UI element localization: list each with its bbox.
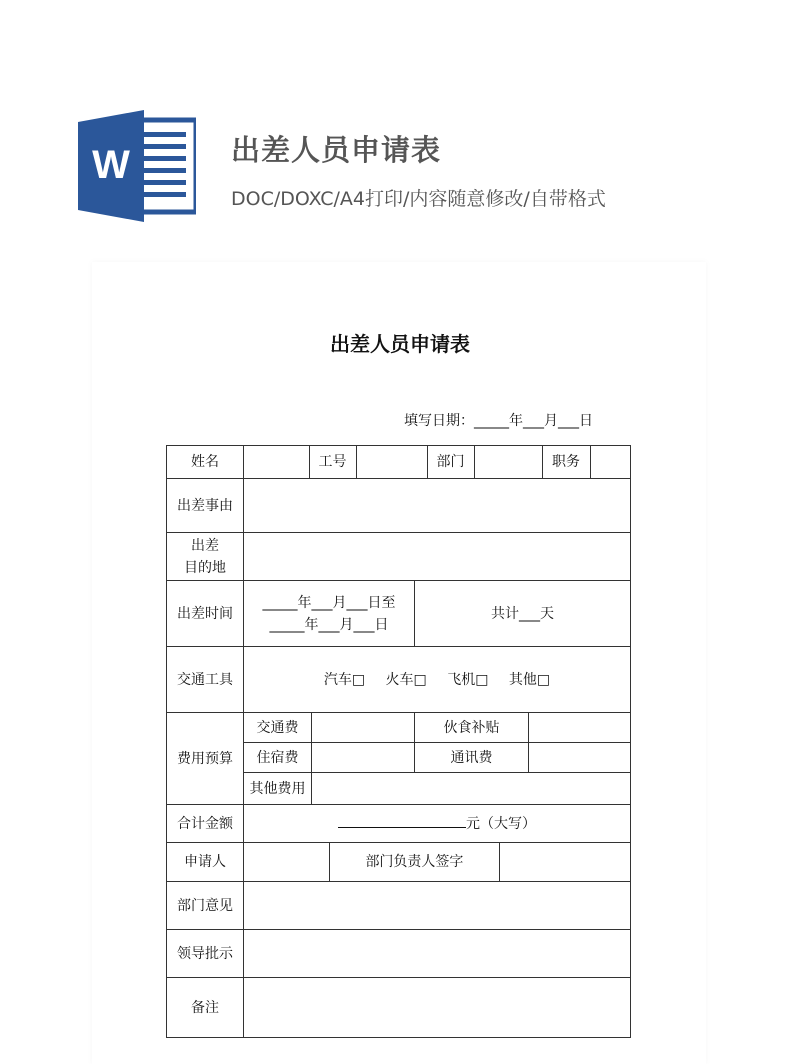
time-range-field[interactable] (244, 581, 415, 647)
time-end: _____年___月___日 (269, 616, 389, 633)
reason-field[interactable] (244, 479, 631, 533)
lodging-fee-field[interactable] (312, 743, 415, 773)
time-start: _____年___月___日至 (262, 594, 396, 611)
transport-fee-field[interactable] (312, 713, 415, 743)
header-banner (0, 0, 800, 260)
word-icon-letter: W (92, 143, 130, 187)
total-amount-label: 合计金额 (167, 805, 244, 843)
header-subtitle: DOC/DOXC/A4打印/内容随意修改/自带格式 (231, 188, 606, 210)
dept-label: 部门 (427, 446, 474, 478)
transport-option-other[interactable]: 其他□ (508, 671, 551, 688)
meal-subsidy-label: 伙食补贴 (415, 713, 529, 743)
transport-option-plane[interactable]: 飞机□ (447, 671, 489, 688)
dept-head-sign-field[interactable] (500, 843, 630, 881)
transport-options (244, 647, 631, 713)
budget-label: 费用预算 (167, 713, 244, 805)
destination-label-line2: 目的地 (184, 559, 226, 576)
remarks-field[interactable] (244, 978, 631, 1038)
position-label: 职务 (542, 446, 590, 478)
destination-label (167, 533, 244, 581)
leader-approval-field[interactable] (244, 930, 631, 978)
job-no-label: 工号 (309, 446, 356, 478)
reason-label: 出差事由 (167, 479, 244, 533)
destination-label-line1: 出差 (191, 537, 219, 554)
comm-fee-field[interactable] (529, 743, 631, 773)
transport-option-train[interactable]: 火车□ (385, 671, 427, 688)
transport-option-car[interactable]: 汽车□ (323, 671, 366, 688)
amount-suffix: 元（大写） (466, 815, 536, 832)
remarks-label: 备注 (167, 978, 244, 1038)
leader-approval-label: 领导批示 (167, 930, 244, 978)
destination-field[interactable] (244, 533, 631, 581)
position-field[interactable] (590, 446, 631, 478)
dept-field[interactable] (474, 446, 542, 478)
comm-fee-label: 通讯费 (415, 743, 529, 773)
other-fee-label: 其他费用 (244, 773, 312, 805)
word-document-icon (78, 110, 196, 222)
transport-fee-label: 交通费 (244, 713, 312, 743)
dept-opinion-label: 部门意见 (167, 882, 244, 930)
other-fee-field[interactable] (312, 773, 631, 805)
document-title: 出差人员申请表 (330, 332, 470, 356)
dept-head-sign-label: 部门负责人签字 (329, 843, 499, 881)
dept-opinion-field[interactable] (244, 882, 631, 930)
name-field[interactable] (244, 446, 309, 478)
applicant-label: 申请人 (167, 843, 244, 882)
total-amount-field[interactable] (244, 805, 631, 843)
time-label: 出差时间 (167, 581, 244, 647)
transport-label: 交通工具 (167, 647, 244, 713)
form-body (166, 445, 631, 1038)
meal-subsidy-field[interactable] (529, 713, 631, 743)
amount-blank (338, 813, 466, 828)
header-title: 出差人员申请表 (231, 133, 442, 167)
applicant-field[interactable] (244, 843, 329, 881)
name-label: 姓名 (167, 446, 244, 479)
fill-date: 填写日期：_____年___月___日 (404, 413, 593, 429)
job-no-field[interactable] (356, 446, 427, 478)
lodging-fee-label: 住宿费 (244, 743, 312, 773)
total-days[interactable]: 共计___天 (415, 581, 631, 647)
